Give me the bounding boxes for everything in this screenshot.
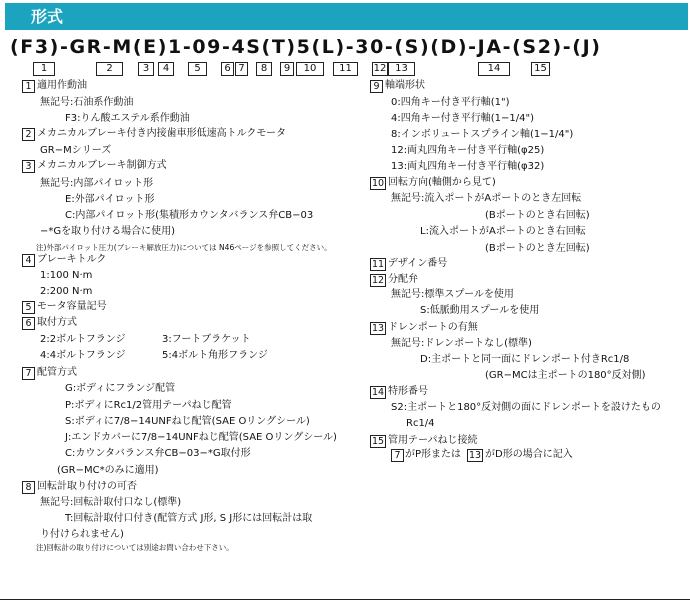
section-heading: モータ容量記号 bbox=[37, 301, 107, 312]
option-line: 無記号:標準スプールを使用 bbox=[391, 289, 514, 300]
option-line: 無記号:石油系作動油 bbox=[40, 97, 134, 108]
option-line: S2:主ポートと180°反対側の面にドレンポートを設けたもの bbox=[391, 402, 661, 413]
section-heading: 適用作動油 bbox=[37, 80, 87, 91]
option-line: −*Gを取り付ける場合に使用) bbox=[40, 226, 176, 237]
option-line: P:ボディにRc1/2管用テーパねじ配管 bbox=[65, 400, 232, 411]
section-heading: メカニカルブレーキ制御方式 bbox=[37, 160, 167, 171]
section-heading: 取付方式 bbox=[37, 317, 77, 328]
option-line: (Bポートのとき右回転) bbox=[485, 210, 590, 221]
position-number-box: 11 bbox=[333, 62, 358, 76]
position-number-box: 1 bbox=[33, 62, 55, 76]
section-number-box: 11 bbox=[371, 259, 385, 270]
section-heading: ブレーキトルク bbox=[37, 254, 107, 265]
section-number-box: 14 bbox=[371, 387, 385, 398]
option-line: 4:4ボルトフランジ bbox=[40, 350, 126, 361]
option-line: 2:2ボルトフランジ bbox=[40, 334, 126, 345]
footnote: 注)外部パイロット圧力(ブレーキ解放圧力)については N46ページを参照してください。 bbox=[36, 243, 332, 252]
section-number-box: 6 bbox=[22, 317, 35, 330]
option-line: (GR−MCは主ポートの180°反対側) bbox=[485, 370, 646, 381]
option-line: 4:四角キー付き平行軸(1−1/4") bbox=[391, 113, 534, 124]
option-line: 8:インボリュートスプライン軸(1−1/4") bbox=[391, 129, 574, 140]
reference-text: がD形の場合に記入 bbox=[485, 449, 573, 460]
option-line: 無記号:回転計取付口なし(標準) bbox=[40, 497, 182, 508]
section-heading: デザイン番号 bbox=[388, 258, 448, 269]
option-line: Rc1/4 bbox=[406, 418, 435, 429]
section-number-box: 7 bbox=[22, 367, 35, 380]
option-line: 0:四角キー付き平行軸(1") bbox=[391, 97, 510, 108]
option-line: 3:フートブラケット bbox=[162, 334, 251, 345]
option-line: 12:両丸四角キー付き平行軸(φ25) bbox=[391, 145, 545, 156]
option-line: (GR−MC*のみに適用) bbox=[57, 465, 159, 476]
position-number-box: 12 bbox=[373, 63, 387, 74]
position-number-box: 6 bbox=[221, 62, 234, 76]
position-number-box: 8 bbox=[256, 62, 272, 76]
reference-text: がP形または bbox=[405, 449, 462, 460]
option-line: E:外部パイロット形 bbox=[65, 194, 155, 205]
model-code: (F3)-GR-M(E)1-09-4S(T)5(L)-30-(S)(D)-JA-(S2)-(J) bbox=[10, 36, 602, 58]
option-line: 無記号:ドレンポートなし(標準) bbox=[391, 338, 532, 349]
section-number-box: 10 bbox=[371, 178, 385, 189]
section-heading: ドレンポートの有無 bbox=[388, 322, 478, 333]
position-number-box: 9 bbox=[280, 62, 294, 76]
section-heading: 回転方向(軸側から見て) bbox=[388, 177, 496, 188]
section-number-box: 13 bbox=[371, 323, 385, 334]
section-heading: 軸端形状 bbox=[385, 80, 425, 91]
option-line: 5:4ボルト角形フランジ bbox=[162, 350, 268, 361]
section-number-box: 3 bbox=[22, 160, 35, 173]
position-number-box: 10 bbox=[296, 62, 324, 76]
option-line: D:主ポートと同一面にドレンポート付きRc1/8 bbox=[420, 354, 630, 365]
option-line: S:低脈動用スプールを使用 bbox=[420, 305, 540, 316]
section-number-box: 15 bbox=[371, 436, 385, 447]
section-heading: 管用テーパねじ接続 bbox=[388, 435, 478, 446]
section-number-box: 1 bbox=[22, 80, 35, 93]
option-line: L:流入ポートがAポートのとき右回転 bbox=[420, 226, 586, 237]
section-number-box: 8 bbox=[22, 481, 35, 494]
page-title: 形式 bbox=[31, 7, 64, 26]
option-line: J:エンドカバーに7/8−14UNFねじ配管(SAE Oリングシール) bbox=[65, 432, 337, 443]
option-line: 13:両丸四角キー付き平行軸(φ32) bbox=[391, 161, 545, 172]
option-line: り付けられません) bbox=[40, 529, 124, 540]
section-number-box: 5 bbox=[22, 301, 35, 314]
position-number-box: 5 bbox=[188, 62, 207, 76]
option-line: C:内部パイロット形(集積形カウンタバランス弁CB−03 bbox=[65, 210, 314, 221]
option-line: 無記号:流入ポートがAポートのとき左回転 bbox=[391, 193, 582, 204]
section-heading: メカニカルブレーキ付き内接歯車形低速高トルクモータ bbox=[37, 128, 286, 139]
option-line: S:ボディに7/8−14UNFねじ配管(SAE Oリングシール) bbox=[65, 416, 310, 427]
section-heading: 分配弁 bbox=[388, 274, 418, 285]
header-bar bbox=[5, 3, 688, 30]
option-line: (Bポートのとき左回転) bbox=[485, 243, 590, 254]
reference-number-box: 7 bbox=[391, 449, 404, 462]
section-number-box: 2 bbox=[22, 128, 35, 141]
bottom-rule bbox=[0, 599, 690, 600]
position-number-box: 2 bbox=[96, 62, 123, 76]
position-number-box: 15 bbox=[531, 62, 550, 76]
option-line: C:カウンタバランス弁CB−03−*G取付形 bbox=[65, 448, 251, 459]
position-number-box: 3 bbox=[138, 62, 154, 76]
footnote: 注)回転計の取り付けについては別途お問い合わせ下さい。 bbox=[36, 543, 234, 552]
position-number-box: 14 bbox=[478, 62, 510, 76]
option-line: 1:100 N·m bbox=[40, 270, 93, 281]
section-heading: 回転計取り付けの可否 bbox=[37, 481, 137, 492]
section-heading: 特形番号 bbox=[388, 386, 428, 397]
option-line: F3:りん酸エステル系作動油 bbox=[65, 113, 190, 124]
section-number-box: 12 bbox=[371, 275, 385, 286]
option-line: G:ボディにフランジ配管 bbox=[65, 383, 176, 394]
section-number-box: 4 bbox=[22, 254, 35, 267]
position-number-box: 13 bbox=[388, 62, 415, 76]
option-line: T:回転計取付口付き(配管方式 J形, S J形には回転計は取 bbox=[65, 513, 313, 524]
option-line: 2:200 N·m bbox=[40, 286, 93, 297]
option-line: 無記号:内部パイロット形 bbox=[40, 178, 154, 189]
reference-number-box: 13 bbox=[468, 450, 482, 461]
position-number-box: 7 bbox=[235, 62, 248, 76]
section-heading: 配管方式 bbox=[37, 367, 77, 378]
section-number-box: 9 bbox=[370, 80, 383, 93]
option-line: GR−Mシリーズ bbox=[40, 145, 112, 156]
position-number-box: 4 bbox=[158, 62, 174, 76]
